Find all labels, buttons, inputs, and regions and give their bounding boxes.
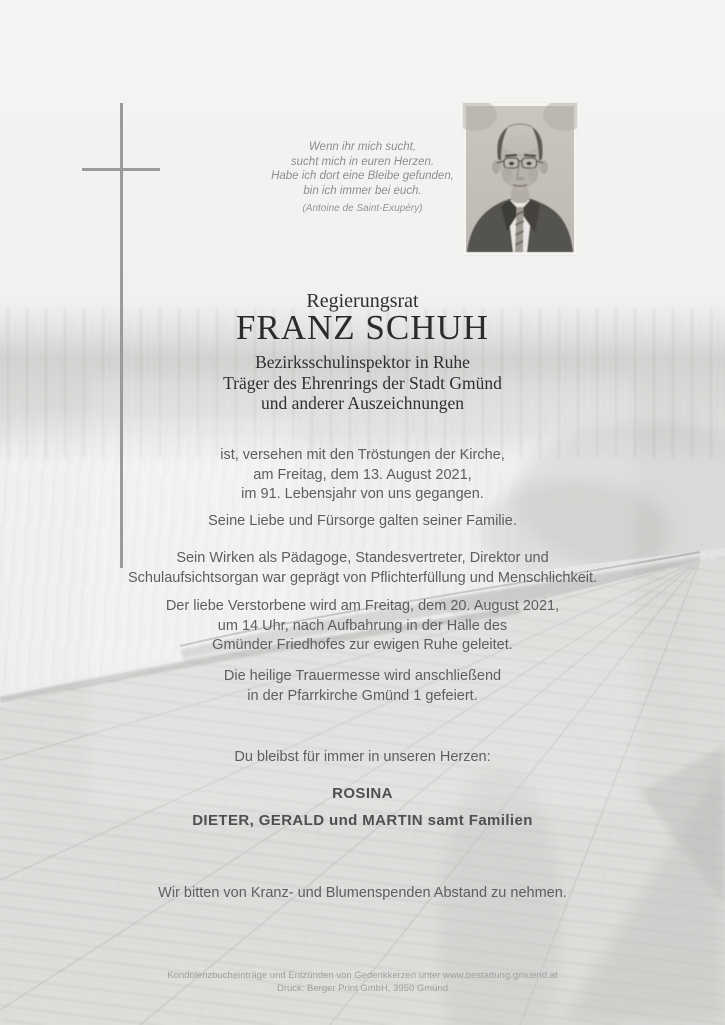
announcement-paragraph (0, 597, 725, 656)
deceased-titles (0, 352, 725, 414)
quote-attribution: (Antoine de Saint-Exupéry) (302, 203, 423, 214)
family-name-line: ROSINA (332, 785, 393, 802)
farewell-intro: Du bleibst für immer in unseren Herzen: (234, 749, 491, 765)
announcement-paragraph (0, 667, 725, 706)
family-name-line: DIETER, GERALD und MARTIN samt Familien (192, 812, 533, 829)
footer-line-2: Druck: Berger Print GmbH, 3950 Gmünd (276, 983, 449, 994)
paragraph-line: Die heilige Trauermesse wird anschließend (223, 668, 502, 684)
print-footer (0, 969, 725, 995)
paragraph-line: ist, versehen mit den Tröstungen der Kirche, (220, 447, 505, 463)
quote-line: bin ich immer bei euch. (303, 184, 422, 197)
paragraph-line: Seine Liebe und Fürsorge galten seiner Familie. (208, 513, 517, 529)
quote-line: Habe ich dort eine Bleibe gefunden, (271, 170, 454, 182)
announcement-paragraph (0, 549, 725, 588)
paragraph-line: im 91. Lebensjahr von uns gegangen. (241, 486, 484, 502)
quote-line: sucht mich in euren Herzen. (290, 155, 435, 168)
quote-line: Wenn ihr mich sucht, (308, 141, 417, 153)
honorific-title: Regierungsrat (306, 290, 419, 312)
announcement-paragraph (0, 446, 725, 505)
paragraph-line: Sein Wirken als Pädagoge, Standesvertreter, Direktor und (176, 550, 549, 566)
donation-note: Wir bitten von Kranz- und Blumenspenden Abstand zu nehmen. (158, 885, 567, 901)
quote-block (0, 140, 725, 217)
paragraph-line: Schulaufsichtsorgan war geprägt von Pflichterfüllung und Menschlichkeit. (127, 569, 598, 586)
title-line: und anderer Auszeichnungen (260, 393, 465, 413)
title-line: Träger des Ehrenrings der Stadt Gmünd (223, 372, 502, 393)
paragraph-line: am Freitag, dem 13. August 2021, (253, 466, 472, 483)
paragraph-line: Der liebe Verstorbene wird am Freitag, dem 20. August 2021, (165, 598, 560, 614)
announcement-paragraph (0, 512, 725, 532)
title-line: Bezirksschulinspektor in Ruhe (255, 352, 470, 372)
footer-line-1: Kondolenzbucheinträge und Entzünden von Gedenkkerzen unter www.bestattung.gmuend.at (167, 970, 558, 981)
paragraph-line: Gmünder Friedhofes zur ewigen Ruhe geleitet. (212, 637, 513, 653)
deceased-name: FRANZ SCHUH (235, 308, 490, 347)
paragraph-line: in der Pfarrkirche Gmünd 1 gefeiert. (247, 687, 478, 704)
paragraph-line: um 14 Uhr, nach Aufbahrung in der Halle des (217, 617, 508, 634)
